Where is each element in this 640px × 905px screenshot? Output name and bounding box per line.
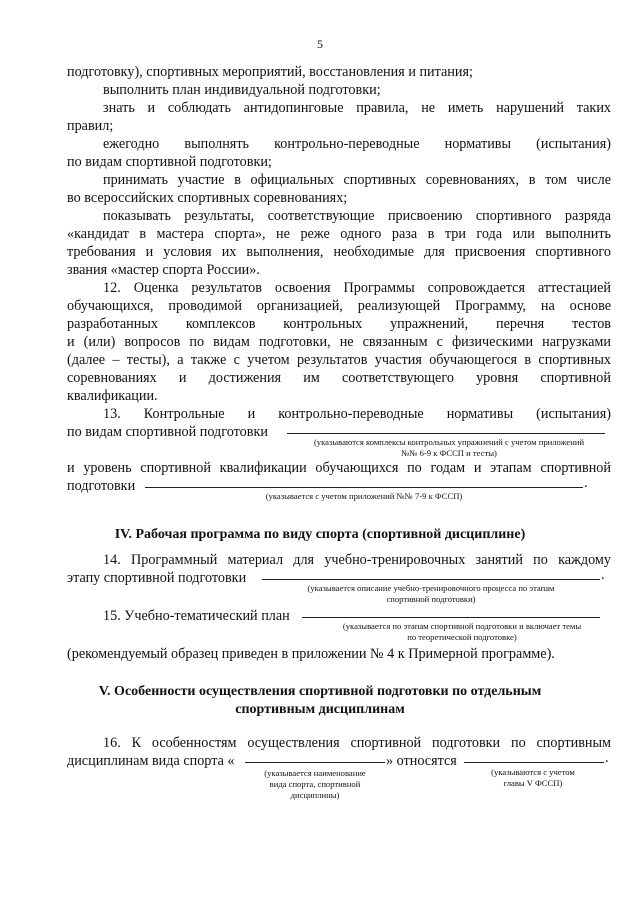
section-heading: V. Особенности осуществления спортивной подготовки по отдельным <box>98 684 542 699</box>
text-line: «кандидат в мастера спорта», не реже одного раза в три года или выполнить <box>67 226 611 242</box>
footnote-line: (указывается наименование <box>264 768 366 778</box>
footnote-line: спортивной подготовки) <box>386 594 476 604</box>
footnote-line: (указывается с учетом приложений №№ 7-9 к ФССП) <box>265 491 463 501</box>
text-line: (далее – тесты), а также с учетом результатов участия обучающегося в спортивных <box>67 352 611 368</box>
footnote-line: (указывается по этапам спортивной подготовки и включает темы <box>342 621 582 631</box>
fill-in-line <box>464 762 604 763</box>
text-line: 14. Программный материал для учебно-тренировочных занятий по каждому <box>103 552 611 568</box>
section-heading: спортивным дисциплинам <box>235 702 405 717</box>
page-number: 5 <box>317 37 323 51</box>
period-mark: . <box>584 475 588 491</box>
footnote-line: (указываются с учетом <box>491 767 575 777</box>
text-line: 15. Учебно-тематический план <box>103 608 290 624</box>
text-line: дисциплинам вида спорта « <box>67 753 235 769</box>
text-line: ежегодно выполнять контрольно-переводные нормативы (испытания) <box>103 136 611 152</box>
text-line: соревнованиях и достижения им соответствующего уровня спортивной <box>67 370 611 386</box>
text-line: по видам спортивной подготовки; <box>67 154 272 170</box>
text-line: выполнить план индивидуальной подготовки; <box>103 82 381 98</box>
text-line: этапу спортивной подготовки <box>67 570 247 586</box>
text-line: знать и соблюдать антидопинговые правила, не иметь нарушений таких <box>103 100 611 116</box>
footnote-line: вида спорта, спортивной <box>269 779 361 789</box>
text-line: » относятся <box>386 753 457 769</box>
text-line: обучающихся, проводимой организацией, реализующей Программу, на основе <box>67 298 611 314</box>
text-line: требования и условия их выполнения, необходимые для присвоения спортивного <box>67 244 611 260</box>
text-line: во всероссийских спортивных соревнованиях; <box>67 190 348 206</box>
text-line: квалификации. <box>67 388 158 404</box>
footnote-line: №№ 6-9 к ФССП и тесты) <box>401 448 497 458</box>
text-line: по видам спортивной подготовки <box>67 424 268 440</box>
text-line: 13. Контрольные и контрольно-переводные нормативы (испытания) <box>103 406 611 422</box>
footnote-line: главы V ФССП) <box>503 778 563 788</box>
text-line: и уровень спортивной квалификации обучающихся по годам и этапам спортивной <box>67 460 611 476</box>
period-mark: . <box>605 750 609 766</box>
text-line: подготовку), спортивных мероприятий, восстановления и питания; <box>67 64 473 80</box>
footnote-line: (указывается описание учебно-тренировочного процесса по этапам <box>307 583 555 593</box>
section-heading: IV. Рабочая программа по виду спорта (спортивной дисциплине) <box>114 527 526 542</box>
text-line: подготовки <box>67 478 136 494</box>
text-line: разработанных комплексов контрольных упражнений, перечня тестов <box>67 316 611 332</box>
text-line: 12. Оценка результатов освоения Программы сопровождается аттестацией <box>103 280 611 296</box>
period-mark: . <box>601 567 605 583</box>
text-line: 16. К особенностям осуществления спортивной подготовки по спортивным <box>103 735 611 751</box>
fill-in-line <box>245 762 385 763</box>
fill-in-line <box>287 433 605 434</box>
footnote-line: (указываются комплексы контрольных упражнений с учетом приложений <box>313 437 585 447</box>
fill-in-line <box>145 487 583 488</box>
footnote-line: дисциплины) <box>290 790 340 800</box>
text-line: показывать результаты, соответствующие присвоению спортивного разряда <box>103 208 611 224</box>
text-line: звания «мастер спорта России». <box>67 262 260 278</box>
text-line: (рекомендуемый образец приведен в приложении № 4 к Примерной программе). <box>67 646 555 662</box>
text-line: и (или) вопросов по видам подготовки, не связанным с физическими нагрузками <box>67 334 611 350</box>
fill-in-line <box>302 617 600 618</box>
text-line: правил; <box>67 118 114 134</box>
text-line: принимать участие в официальных спортивных соревнованиях, в том числе <box>103 172 611 188</box>
fill-in-line <box>262 579 600 580</box>
footnote-line: по теоретической подготовке) <box>407 632 517 642</box>
